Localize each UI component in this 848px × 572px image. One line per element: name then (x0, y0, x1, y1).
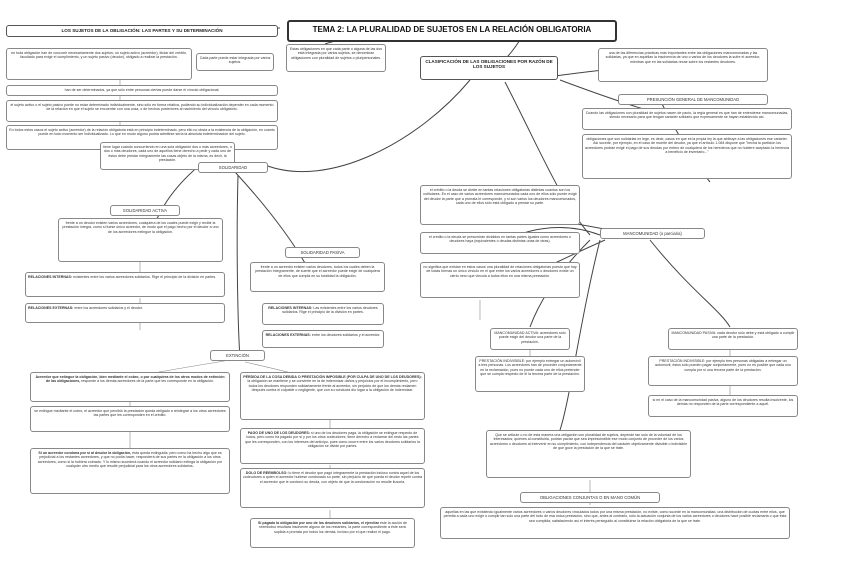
ext-left2-text: se extingue mediante el cobro, el acreedor que percibió la prestación queda obligado a reintegrar a los otros acreedores las partes que les corresponden en el crédito. (34, 408, 226, 417)
extincion-label (210, 350, 265, 361)
extincion-reembolso (240, 468, 425, 508)
extincion-insolvencia (250, 518, 415, 548)
mancomunidad-label-text: MANCOMUNIDAD (o parciaria) (623, 231, 682, 236)
obligaciones-conjuntas-label (520, 492, 660, 503)
extincion-perdida (240, 372, 425, 420)
ext-right1-bold: PÉRDIDA DE LA COSA DEBIDA O PRESTACIÓN IMPOSIBLE (POR CULPA DE UNO DE LOS DEUDORES): (243, 374, 422, 379)
mancomunidad-pasiva-indivisible-text: PRESTACIÓN INDIVISIBLE: por ejemplo tres personas obligadas a entregar un automóvil; éstos sólo pueden pagar conjuntamente, pues no es posible que cada uno cumpla por sí una tercera parte de la prestación. (654, 358, 792, 372)
solidaridad-intro-text: tiene lugar cuando concurriendo en una sola obligación dos o más acreedores, o dos o más deudores, cada uno de aquéllos tiene derecho a pedir y cada uno de éstos debe prestar íntegramente las cosas objeto de la misma, es decir, la prestación. (103, 144, 232, 162)
voluntad-interesados (486, 430, 691, 478)
pluripersonales-note (286, 44, 386, 72)
presuncion-text-2-text: obligaciones que son solidarias ex lege, es decir, casos en que es la propia ley la que atribuye a las obligaciones ese carácter. Así sucede, por ejemplo, en el caso de muerte del deudor, ya que el artículo 1.084 dispone que "hecha la partición los acreedores podrán exigir el pago de sus deudas por entero de cualquiera de los herederos que no hubiere aceptado la herencia a beneficio de inventario..." (585, 136, 789, 154)
solidaridad-pasiva-internas (262, 303, 384, 325)
sujetos-determinados (6, 85, 278, 96)
mancomunidad-activa-text: MANCOMUNIDAD ACTIVA: acreedores sólo puede exigir del deudor una parte de la prestación. (494, 330, 566, 344)
solidaridad-activa-externas (25, 303, 225, 323)
presuncion-text-1-text: Cuando las obligaciones con pluralidad de sujetos nacen de pacto, la regla general es que han de entenderse mancomunadas, siendo necesario para que tengan carácter solidario que expresamente se hayan establecido así. (585, 110, 789, 119)
pasiva-externas-bold: RELACIONES EXTERNAS: (265, 332, 311, 337)
extincion-pago (240, 428, 425, 464)
ext-left1-text: responde a los demás acreedores de la parte que les corresponde en la obligación. (81, 379, 214, 383)
page-title-text: TEMA 2: LA PLURALIDAD DE SUJETOS EN LA RELACIÓN OBLIGATORIA (312, 25, 592, 34)
presuncion-text-2 (582, 134, 792, 179)
extincion-condonacion (30, 448, 230, 494)
ext-left3-bold: Si un acreedor condona por sí al deudor la obligación, (38, 450, 132, 455)
clasificacion-node (420, 56, 558, 80)
mancomunidad-intro-1-text: el crédito o la deuda se divide en tantas relaciones obligatorias distintas cuantos son los cotitulares. En el caso de varios acreedores mancomunados cada uno de ellos sólo puede exigir del deudor la parte que a prorrata le corresponde, y si son varios los deudores mancomunados, cada uno de ellos sólo está obligado a prestar su parte. (423, 187, 577, 205)
sujetos-side (196, 53, 274, 71)
sujetos-indeterminados-2-text: En todos estos casos el sujeto activo (acreedor) de la relación obligatoria está en principio indeterminado, pero ello no obsta a la existencia de la obligación, en cuanto puede en todo momento ser individualizado. Lo que en modo alguno podría admitirse sería la absoluta indeterminación del sujeto. (9, 127, 275, 136)
mancomunidad-pasiva-insolvencia-text: si en el caso de la mancomunidad pasiva, alguno de los deudores resulta insolvente, los demás no responden de la parte correspondiente a aquél. (652, 397, 794, 406)
solidaridad-pasiva-label (285, 247, 360, 258)
page-title (287, 20, 617, 42)
sujetos-side-text: Cada parte puede estar integrada por varios sujetos. (199, 55, 271, 64)
sujetos-header (6, 25, 278, 37)
solidaridad-activa-label-text: SOLIDARIDAD ACTIVA (122, 208, 168, 213)
ext-right4-bold: Si pagado la obligación por uno de los deudores solidarios, el ejercitar (258, 520, 380, 525)
mancomunidad-pasiva-text: MANCOMUNIDAD PASIVA: cada deudor sólo debe y está obligado a cumplir una parte de la prestación. (671, 330, 795, 339)
obligaciones-conjuntas-text (440, 507, 790, 539)
mancomunidad-intro-2 (420, 232, 580, 254)
mancomunidad-intro-1 (420, 185, 580, 225)
obligaciones-conjuntas-text-span: aquellas en las que existiendo igualmente varios acreedores o varios deudores vinculados todos por una misma prestación, no existe, como sucede en la mancomunidad, una distribución de cuotas entre ellos, que permita a cada uno exigir o cumplir tan solo una parte del todo de esa única prestación, sino que, antes al contrario, sólo la actuación conjunta de los varios acreedores o deudores hace posible reclamarla o que ésta sea cumplida, satisfaciendo así el interés perseguido al constituirse la relación obligatoria de la que se trate. (443, 509, 787, 523)
solidaridad-activa-label (110, 205, 180, 216)
solidaridad-activa-text (58, 218, 223, 262)
pasiva-internas-bold: RELACIONES INTERNAS: (268, 305, 313, 310)
activa-externas-text: entre los acreedores solidarios y el deudor. (74, 305, 143, 310)
diferencias-note (598, 48, 768, 82)
mancomunidad-activa-indivisible (475, 356, 585, 392)
extincion-acreedor (30, 372, 230, 402)
diferencias-note-text: una de las diferencias prácticas más importantes entre las obligaciones mancomunadas y las solidarias, ya que en aquéllas la insolvencia de uno o varios de los deudores la sufre el acreedor, mientras que en las solidarias recae sobre los restantes deudores. (605, 50, 761, 64)
solidaridad-pasiva-externas (262, 330, 384, 348)
mancomunidad-activa (490, 328, 570, 350)
voluntad-interesados-text: Que se articule o no de esta manera una obligación con pluralidad de sujetos, depende tan solo de la voluntad de los interesados; quienes al constituirla, podrán pactar que sea imprescindible ese modo conjunto de proceder de los varios acreedores o deudores al intervenir en su cumplimiento, con independencia del carácter objetivamente divisible o indivisible de que goce la prestación de la que se trate. (489, 432, 688, 450)
solidaridad-label (198, 162, 268, 173)
ext-left1-bold: Acreedor que extingue la obligación, bien mediante el cobro, o por cualquiera de los otros modos de extinción de las obligaciones, (35, 374, 225, 383)
solidaridad-label-text: SOLIDARIDAD (218, 165, 248, 170)
pasiva-externas-text: entre los deudores solidarios y el acreedor. (311, 332, 381, 337)
solidaridad-pasiva-text-span: frente a un acreedor existen varios deudores, todos los cuales deben la prestación íntegramente, de suerte que el acreedor puede exigir de cualquiera de ellos que cumpla en su totalidad la obligación. (255, 264, 380, 278)
sujetos-indeterminados (6, 100, 278, 122)
activa-internas-bold: RELACIONES INTERNAS: (28, 274, 73, 279)
pluripersonales-note-text: Estas obligaciones en que cada parte o alguna de las dos está integrada por varios sujetos, se denominan obligaciones con pluralidad de sujetos o pluripersonales. (289, 46, 383, 60)
mancomunidad-activa-indivisible-text: PRESTACIÓN INDIVISIBLE: por ejemplo entregar un automóvil a tres personas. Los acreedores han de proceder conjuntamente en la reclamación, pues no puede cada uno de ellos pretender que se cumpla respecto de él la tercera parte de la prestación. (478, 358, 582, 376)
sujetos-determinados-text: han de ser determinados, ya que sólo entre personas ciertas puede darse el vínculo obligacional. (64, 87, 220, 92)
ext-right3-bold: DOLO DE REEMBOLSO: (245, 470, 288, 475)
mancomunidad-pasiva-indivisible (648, 356, 798, 386)
sujetos-intro-text: en toda obligación han de concurrir necesariamente dos sujetos: un sujeto activo (acreedor), titular del crédito, facultado para exigir el cumplimiento, y un sujeto pasivo (deudor), obligado a realizar la prestación. (11, 50, 187, 59)
ext-right4-text: éste la acción de reembolso resultara insolvente alguno de los restantes, la parte correspondiente a éste será suplida a prorrata por todos los demás, incluso por el que realizó el pago. (259, 520, 407, 534)
sujetos-intro (6, 48, 192, 80)
mancomunidad-pasiva (668, 328, 798, 350)
presuncion-label (618, 94, 768, 105)
clasificacion-text: CLASIFICACIÓN DE LAS OBLIGACIONES POR RAZÓN DE LOS SUJETOS (425, 58, 553, 69)
solidaridad-pasiva-label-text: SOLIDARIDAD PASIVA (300, 250, 345, 255)
solidaridad-activa-internas (25, 272, 225, 297)
pasiva-internas-text: Las existentes entre los varios deudores solidarios. Rige el principio de la división en partes. (282, 305, 378, 314)
activa-internas-text: existentes entre los varios acreedores solidarios. Rige el principio de la división en partes. (73, 274, 217, 279)
extincion-cobro (30, 406, 230, 432)
sujetos-header-text: LOS SUJETOS DE LA OBLIGACIÓN: LAS PARTES Y SU DETERMINACIÓN (61, 27, 223, 33)
activa-externas-bold: RELACIONES EXTERNAS: (28, 305, 74, 310)
mancomunidad-pasiva-insolvencia (648, 395, 798, 417)
ext-right3-text: lo tiene el deudor que pagó íntegramente la prestación incluso contra aquel de los codeudores a quien el acreedor hubiese condonado su parte, sin perjuicio de que pueda el deudor repetir contra el acreedor que le condonó su deuda, con objeto de que la condonación no resulte ilusoria. (243, 470, 423, 484)
ext-right2-text: si uno de los deudores paga, la obligación se extingue respecto de todos, pero como ha pagado por sí y por los otros codeudores, tiene derecho a reclamar del resto las partes que les corresponden, con los intereses del anticipo, pues como ocurre entre los varios deudores solidarios la obligación se divide por partes. (245, 430, 420, 448)
ext-left3-text: ésta queda extinguida; pero como ha hecho algo que es perjudicial a los restantes acreedores, y que no podía hacer, responderá de sus partes en la obligación a los otros acreedores, como si la hubiera cobrado. Y lo mismo sucederá cuando el acreedor solidario extinga la obligación por cualquier otro medio que resulte perjudicial para los otros acreedores solidarios. (37, 450, 223, 468)
ext-right2-bold: PAGO DE UNO DE LOS DEUDORES: (247, 430, 310, 435)
presuncion-text-1 (582, 108, 792, 130)
solidaridad-pasiva-text (250, 262, 385, 292)
ext-right1-text: la obligación se mantiene y se convierte en la de indemnizar daños y perjuicios por el incumplimiento, pero todos los deudores responden solidariamente frente al acreedor, sin perjuicio de que los demás reclamen después contra el culpable o negligente, que con su conducta dio lugar a la obligación de indemnizar. (247, 379, 418, 392)
presuncion-label-text: PRESUNCIÓN GENERAL DE MANCOMUNIDAD (646, 97, 740, 102)
sujetos-indeterminados-text: el sujeto activo o el sujeto pasivo puede no estar determinado individualmente, sino sólo en forma relativa, pudiendo su individualización depender en cada momento de la relación en que el sujeto se encuentre con una cosa, o de hechos posteriores al nacimiento del vínculo obligatorio. (10, 102, 274, 111)
extincion-label-text: EXTINCIÓN (226, 353, 249, 358)
mancomunidad-label (600, 228, 705, 239)
mancomunidad-intro-2-text: el crédito o la deuda se presumirán divididos en tantas partes iguales como acreedores o deudores haya (equivalentes o deudas distintas unas de otras). (428, 234, 572, 243)
mancomunidad-intro-3-text: no significa que existan en estos casos una pluralidad de relaciones obligatorias puesto que hay de todas formas un único vínculo en el que entre los varios acreedores o deudores existe un cierto nexo que vincula a todos ellos en una misma prestación. (423, 264, 577, 278)
solidaridad-activa-text-span: frente a un deudor existen varios acreedores, cualquiera de los cuales puede exigir y recibir la prestación íntegra, como si fuese único acreedor, de modo que el pago hecho por el deudor a uno de los acreedores extingue la obligación. (62, 220, 219, 234)
mancomunidad-intro-3 (420, 262, 580, 298)
obligaciones-conjuntas-label-text: OBLIGACIONES CONJUNTAS O EN MANO COMÚN (539, 495, 641, 500)
